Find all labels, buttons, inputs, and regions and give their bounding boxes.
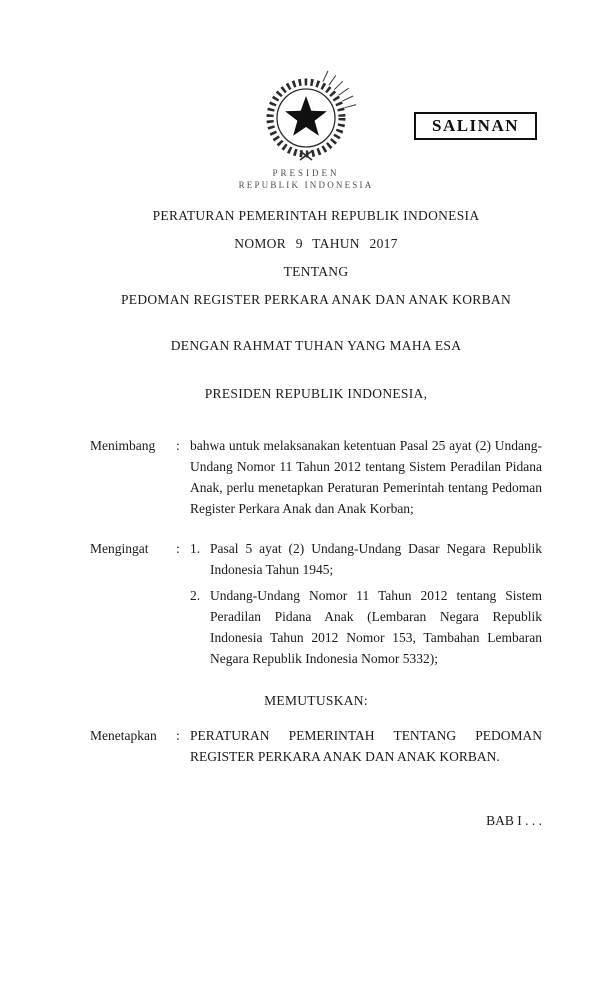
presidential-seal	[246, 68, 366, 168]
clause-menimbang-text: bahwa untuk melaksanakan ketentuan Pasal 25 ayat (2) Undang-Undang Nomor 11 Tahun 2012 tentang Sistem Peradilan Pidana Anak, perlu menetapkan Peraturan Pemerintah tentang Pedoman Register Perkara Anak dan Anak Korban;	[190, 438, 542, 516]
salinan-label: SALINAN	[431, 116, 520, 135]
memutuskan-heading: MEMUTUSKAN:	[264, 693, 368, 708]
title-tentang: TENTANG	[283, 264, 349, 279]
clause-menimbang	[90, 435, 542, 519]
letterhead	[0, 168, 612, 191]
clause-mengingat-colon: :	[176, 541, 180, 556]
mengingat-item-1-number: 1.	[190, 541, 201, 556]
title-subject: PEDOMAN REGISTER PERKARA ANAK DAN ANAK KORBAN	[120, 292, 512, 307]
clause-mengingat	[90, 538, 542, 674]
clause-menetapkan-text: PERATURAN PEMERINTAH TENTANG PEDOMAN REGISTER PERKARA ANAK DAN ANAK KORBAN.	[190, 728, 542, 764]
document-body	[90, 205, 542, 831]
clause-menetapkan	[90, 725, 542, 767]
president-line: PRESIDEN REPUBLIK INDONESIA,	[204, 386, 428, 401]
title-nomor: NOMOR 9 TAHUN 2017	[234, 236, 398, 251]
clause-menimbang-label: Menimbang	[90, 438, 156, 453]
salinan-stamp	[414, 112, 537, 140]
clause-menetapkan-label: Menetapkan	[90, 728, 157, 743]
title-line-1: PERATURAN PEMERINTAH REPUBLIK INDONESIA	[152, 208, 480, 223]
mengingat-item-1	[190, 538, 542, 580]
letterhead-republik-indonesia: REPUBLIK INDONESIA	[238, 180, 374, 190]
letterhead-presiden: PRESIDEN	[272, 168, 340, 178]
clause-mengingat-label: Mengingat	[90, 541, 149, 556]
clause-menimbang-colon: :	[176, 438, 180, 453]
mengingat-item-2-text: Undang-Undang Nomor 11 Tahun 2012 tentang Sistem Peradilan Pidana Anak (Lembaran Negara Republik Indonesia Tahun 2012 Nomor 153, Tambahan Lembaran Negara Republik Indonesia Nomor 5332);	[210, 588, 542, 666]
grace-line: DENGAN RAHMAT TUHAN YANG MAHA ESA	[170, 338, 462, 353]
document-title	[90, 205, 542, 310]
clause-menetapkan-colon: :	[176, 728, 180, 743]
mengingat-item-2-number: 2.	[190, 588, 201, 603]
catchword-bab-i: BAB I . . .	[486, 813, 542, 828]
mengingat-item-1-text: Pasal 5 ayat (2) Undang-Undang Dasar Negara Republik Indonesia Tahun 1945;	[210, 541, 542, 577]
clause-mengingat-items	[190, 538, 542, 674]
presidential-seal-icon	[246, 68, 366, 168]
mengingat-item-2	[190, 585, 542, 669]
